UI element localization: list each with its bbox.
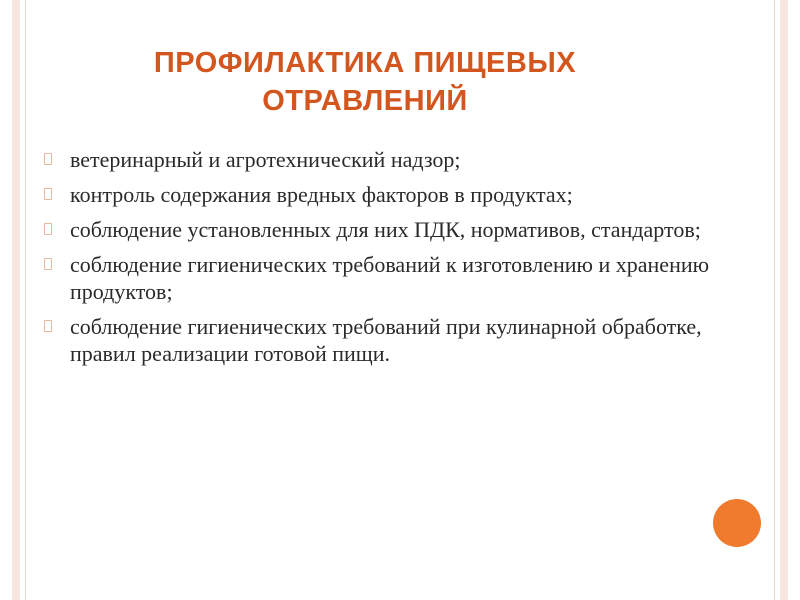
bullet-text: контроль содержания вредных факторов в продуктах; bbox=[70, 182, 573, 207]
bullet-item bbox=[42, 216, 722, 243]
left-decorative-rule bbox=[12, 0, 20, 600]
bullet-icon bbox=[44, 223, 52, 235]
bullet-item bbox=[42, 313, 722, 367]
right-decorative-rule bbox=[780, 0, 788, 600]
bullet-icon bbox=[44, 320, 52, 332]
slide-title-line-2: ОТРАВЛЕНИЙ bbox=[262, 85, 468, 117]
slide-title-line-1: ПРОФИЛАКТИКА ПИЩЕВЫХ bbox=[153, 47, 577, 79]
orange-circle-decoration bbox=[713, 499, 761, 547]
bullet-text: соблюдение установленных для них ПДК, нормативов, стандартов; bbox=[70, 217, 701, 242]
bullet-text: ветеринарный и агротехнический надзор; bbox=[70, 147, 461, 172]
right-decorative-line bbox=[774, 0, 775, 600]
bullet-icon bbox=[44, 153, 52, 165]
bullet-text: соблюдение гигиенических требований при кулинарной обработке, правил реализации готовой пищи. bbox=[70, 314, 702, 366]
slide-title bbox=[60, 44, 670, 120]
bullet-item bbox=[42, 146, 722, 173]
bullet-item bbox=[42, 251, 722, 305]
bullet-icon bbox=[44, 258, 52, 270]
bullet-icon bbox=[44, 188, 52, 200]
bullet-item bbox=[42, 181, 722, 208]
bullet-text: соблюдение гигиенических требований к изготовлению и хранению продуктов; bbox=[70, 252, 710, 304]
bullet-list bbox=[42, 146, 722, 375]
left-decorative-line bbox=[25, 0, 26, 600]
